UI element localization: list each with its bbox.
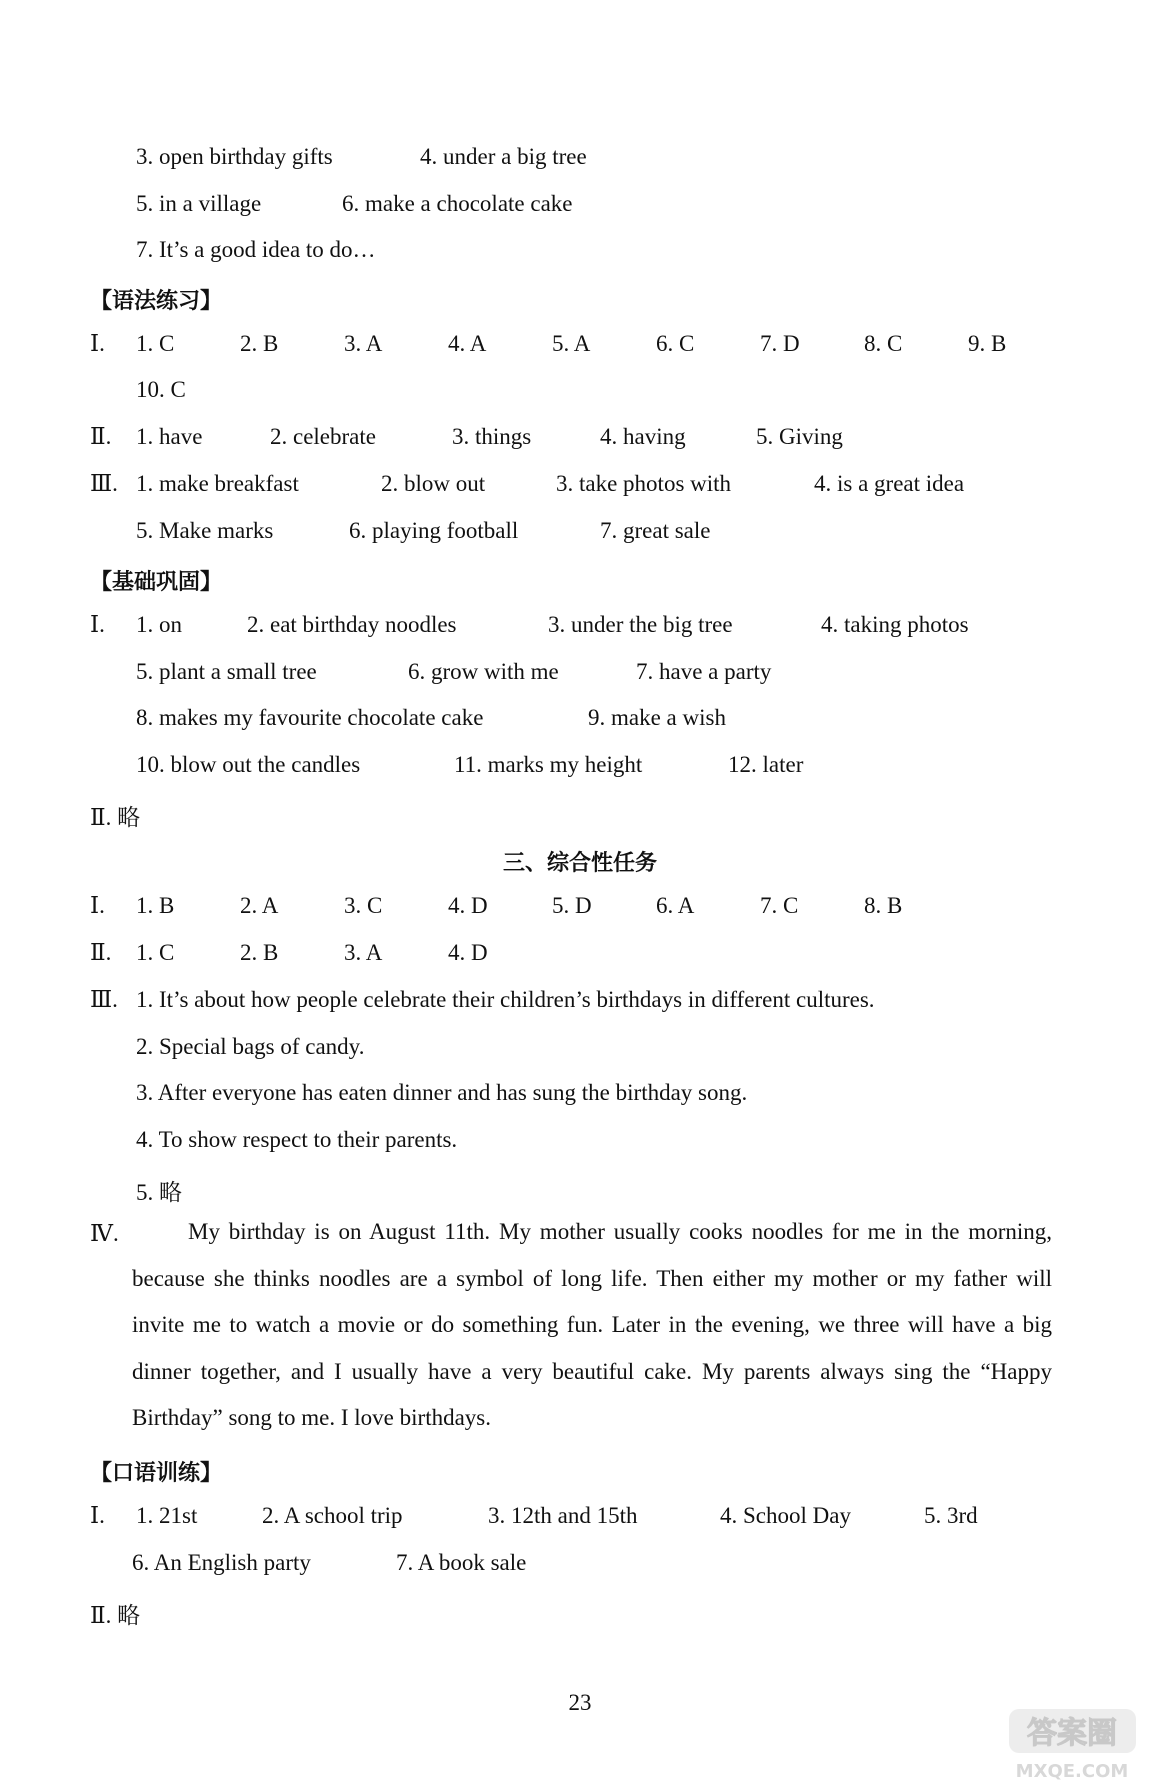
answer-item: 3. A	[344, 331, 383, 356]
grammar-part3	[90, 471, 965, 497]
roman-label: Ⅱ.	[90, 940, 112, 965]
roman-label: Ⅱ.	[90, 1603, 118, 1628]
answer-item: 5. plant a small tree	[136, 659, 317, 684]
roman-label: Ⅲ.	[90, 471, 118, 496]
comprehensive-part2	[90, 940, 488, 966]
answer-item: 7. C	[760, 893, 799, 918]
answer-item: 4. School Day	[720, 1503, 851, 1528]
roman-label: Ⅱ.	[90, 805, 118, 830]
answer-item: 4. A	[448, 331, 487, 356]
answer-item: 2. celebrate	[270, 424, 376, 449]
answer-item: 1. have	[136, 424, 203, 449]
page-number: 23	[568, 1690, 592, 1715]
answer-item: 4. is a great idea	[814, 471, 965, 496]
vocab-item: 6. make a chocolate cake	[342, 191, 573, 216]
answer-item: 4. taking photos	[821, 612, 969, 637]
sample-essay: My birthday is on August 11th. My mother usually cooks noodles for me in the morning, because she thinks noodles are a symbol of long life. Then either my mother or my father will invite me to watch a movie or do something fun. Later in the evening, we three will have a big dinner together, and I usually have a very beautiful cake. My parents always sing the “Happy Birthday” song to me. I love birthdays.	[132, 1219, 1052, 1430]
answer-item: 1. It’s about how people celebrate their children’s birthdays in different cultures.	[136, 987, 875, 1012]
watermark-url: MXQE.COM	[1015, 1761, 1129, 1782]
comprehensive-part3	[90, 987, 875, 1013]
answer-item: 2. Special bags of candy.	[136, 1034, 365, 1059]
answer-item: 6. playing football	[349, 518, 519, 543]
answer-item: 3. under the big tree	[548, 612, 733, 637]
answer-item: 2. B	[240, 331, 279, 356]
answer-item: 1. C	[136, 331, 175, 356]
answer-item: 8. C	[864, 331, 903, 356]
answer-item: 3. After everyone has eaten dinner and has sung the birthday song.	[136, 1080, 748, 1105]
answer-item: 4. D	[448, 940, 488, 965]
answer-item: 4. To show respect to their parents.	[136, 1127, 458, 1152]
vocab-item: 5. in a village	[136, 191, 262, 216]
section-heading-comprehensive: 三、综合性任务	[502, 851, 657, 876]
roman-label: Ⅰ.	[90, 331, 105, 356]
roman-label: Ⅲ.	[90, 987, 118, 1012]
answer-item: 12. later	[728, 752, 804, 777]
basic-part1	[90, 612, 969, 638]
answer-item: 4. D	[448, 893, 488, 918]
answer-item: 1. 21st	[136, 1503, 198, 1528]
roman-label: Ⅳ.	[90, 1221, 119, 1246]
answer-item: 1. C	[136, 940, 175, 965]
answer-item: 8. B	[864, 893, 903, 918]
answer-item: 8. makes my favourite chocolate cake	[136, 705, 484, 730]
section-heading-grammar: 【语法练习】	[90, 289, 223, 314]
grammar-part2	[90, 424, 843, 450]
answer-item: 1. B	[136, 893, 175, 918]
vocab-item: 4. under a big tree	[420, 144, 587, 169]
vocab-line-1	[136, 144, 587, 170]
answer-item: 2. A school trip	[262, 1503, 403, 1528]
basic-part1-row2	[136, 659, 772, 685]
answer-item: 6. grow with me	[408, 659, 559, 684]
basic-part1-row4	[136, 752, 804, 778]
answer-item: 9. B	[968, 331, 1007, 356]
answer-item: 2. eat birthday noodles	[247, 612, 457, 637]
answer-item: 1. on	[136, 612, 182, 637]
roman-label: Ⅰ.	[90, 893, 105, 918]
answer-text: 略	[117, 805, 141, 830]
answer-item: 7. A book sale	[396, 1550, 527, 1575]
answer-item: 5. 略	[136, 1180, 182, 1205]
answer-item: 3. things	[452, 424, 532, 449]
roman-label: Ⅱ.	[90, 424, 112, 449]
basic-part2	[90, 799, 140, 832]
comprehensive-part1	[90, 893, 903, 919]
roman-label: Ⅰ.	[90, 612, 105, 637]
answer-item: 5. A	[552, 331, 591, 356]
answer-item: 3. 12th and 15th	[488, 1503, 638, 1528]
answer-item: 9. make a wish	[588, 705, 726, 730]
answer-item: 5. 3rd	[924, 1503, 978, 1528]
answer-item: 10. C	[136, 377, 186, 402]
answer-item: 10. blow out the candles	[136, 752, 361, 777]
answer-item: 1. make breakfast	[136, 471, 299, 496]
answer-item: 5. Giving	[756, 424, 843, 449]
answer-item: 7. have a party	[636, 659, 772, 684]
grammar-part3-cont	[136, 518, 711, 544]
section-heading-oral: 【口语训练】	[90, 1461, 223, 1486]
answer-item: 2. A	[240, 893, 279, 918]
answer-item: 3. take photos with	[556, 471, 732, 496]
answer-item: 3. A	[344, 940, 383, 965]
watermark-logo	[1005, 1705, 1140, 1785]
oral-part1-row2	[132, 1550, 527, 1576]
answer-item: 6. C	[656, 331, 695, 356]
vocab-line-3	[136, 237, 376, 263]
grammar-part1	[90, 331, 1007, 357]
oral-part1	[90, 1503, 978, 1529]
vocab-line-2	[136, 191, 573, 217]
answer-item: 6. A	[656, 893, 695, 918]
basic-part1-row3	[136, 705, 726, 731]
answer-item: 5. D	[552, 893, 592, 918]
answer-item: 3. C	[344, 893, 383, 918]
answer-item: 7. D	[760, 331, 800, 356]
vocab-item: 3. open birthday gifts	[136, 144, 333, 169]
watermark-cn: 答案圈	[1027, 1716, 1117, 1751]
answer-item: 2. B	[240, 940, 279, 965]
roman-label: Ⅰ.	[90, 1503, 105, 1528]
oral-part2	[90, 1597, 140, 1630]
answer-item: 6. An English party	[132, 1550, 311, 1575]
section-heading-basic: 【基础巩固】	[90, 570, 223, 595]
answer-item: 7. great sale	[600, 518, 711, 543]
answer-item: 5. Make marks	[136, 518, 274, 543]
answer-item: 11. marks my height	[454, 752, 643, 777]
answer-item: 2. blow out	[381, 471, 486, 496]
answer-item: 4. having	[600, 424, 686, 449]
answer-text: 略	[117, 1603, 141, 1628]
vocab-item: 7. It’s a good idea to do…	[136, 237, 376, 262]
